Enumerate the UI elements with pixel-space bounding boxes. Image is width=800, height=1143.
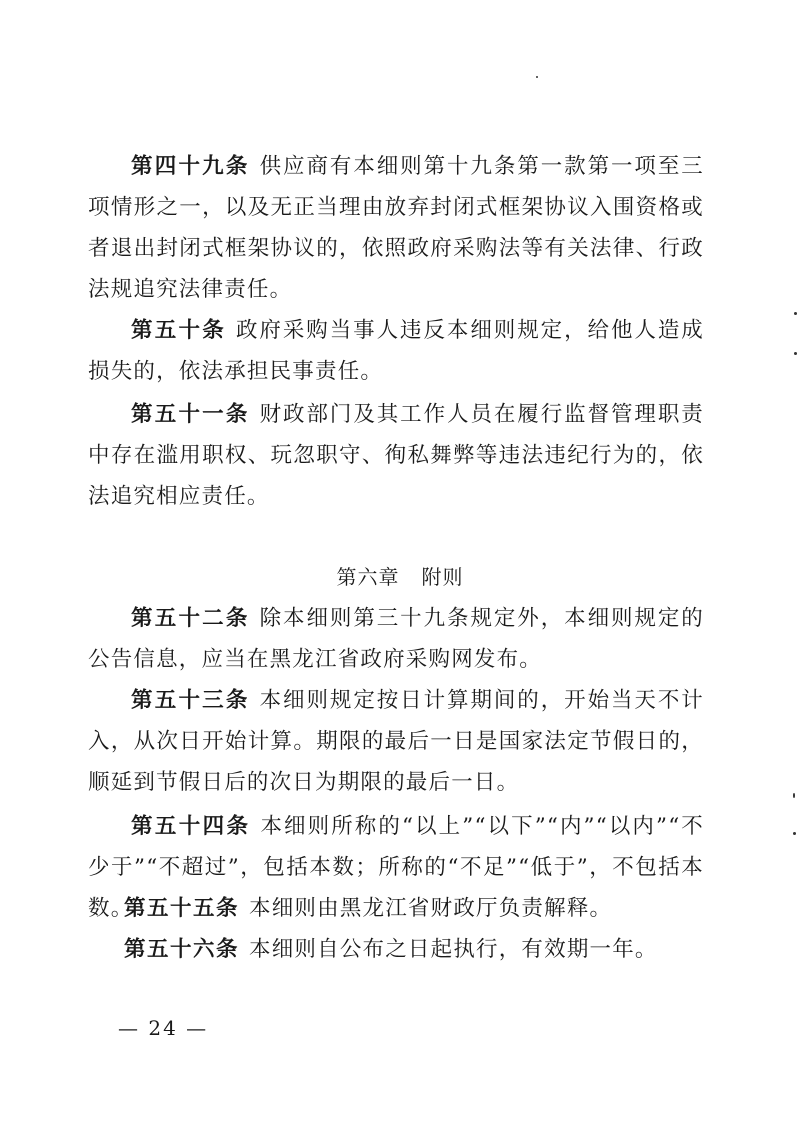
article-number: 第五十二条 bbox=[131, 606, 250, 631]
article-text: 本细则由黑龙江省财政厅负责解释。 bbox=[249, 896, 613, 921]
article-55 bbox=[88, 888, 704, 929]
article-number: 第五十三条 bbox=[131, 688, 250, 713]
chapter-title: 附则 bbox=[421, 565, 464, 589]
article-number: 第五十条 bbox=[131, 318, 226, 343]
scan-speck bbox=[536, 76, 538, 78]
article-number: 第五十五条 bbox=[124, 896, 240, 921]
article-49 bbox=[88, 146, 704, 310]
article-text: 本细则自公布之日起执行，有效期一年。 bbox=[249, 937, 658, 962]
scan-speck bbox=[794, 312, 797, 315]
scan-speck bbox=[794, 352, 797, 355]
chapter-heading bbox=[0, 561, 800, 590]
article-52 bbox=[88, 598, 704, 680]
page-number: — 24 — bbox=[118, 1016, 209, 1040]
article-text: 本细则规定按日计算期间的，开始当天不计入，从次日开始计算。期限的最后一日是国家法定节假日的，顺延到节假日后的次日为期限的最后一日。 bbox=[88, 688, 704, 795]
article-text: 政府采购当事人违反本细则规定，给他人造成损失的，依法承担民事责任。 bbox=[88, 318, 704, 384]
article-50 bbox=[88, 310, 704, 392]
article-text: 财政部门及其工作人员在履行监督管理职责中存在滥用职权、玩忽职守、徇私舞弊等违法违纪行为的，依法追究相应责任。 bbox=[88, 402, 704, 509]
article-51 bbox=[88, 394, 704, 517]
article-53 bbox=[88, 680, 704, 803]
article-56 bbox=[88, 929, 704, 970]
article-number: 第五十一条 bbox=[131, 402, 250, 427]
article-number: 第四十九条 bbox=[131, 154, 250, 179]
chapter-number: 第六章 bbox=[336, 565, 400, 589]
scan-speck bbox=[793, 832, 796, 835]
article-number: 第五十六条 bbox=[124, 937, 240, 962]
article-text: 除本细则第三十九条规定外，本细则规定的公告信息，应当在黑龙江省政府采购网发布。 bbox=[88, 606, 704, 672]
article-text: 本细则所称的“以上”“以下”“内”“以内”“不少于”“不超过”，包括本数；所称的“不足”“低于”，不包括本数。 bbox=[88, 814, 704, 921]
article-number: 第五十四条 bbox=[131, 814, 251, 839]
scan-speck bbox=[793, 793, 795, 798]
article-text: 供应商有本细则第十九条第一款第一项至三项情形之一，以及无正当理由放弃封闭式框架协议入围资格或者退出封闭式框架协议的，依照政府采购法等有关法律、行政法规追究法律责任。 bbox=[88, 154, 704, 302]
